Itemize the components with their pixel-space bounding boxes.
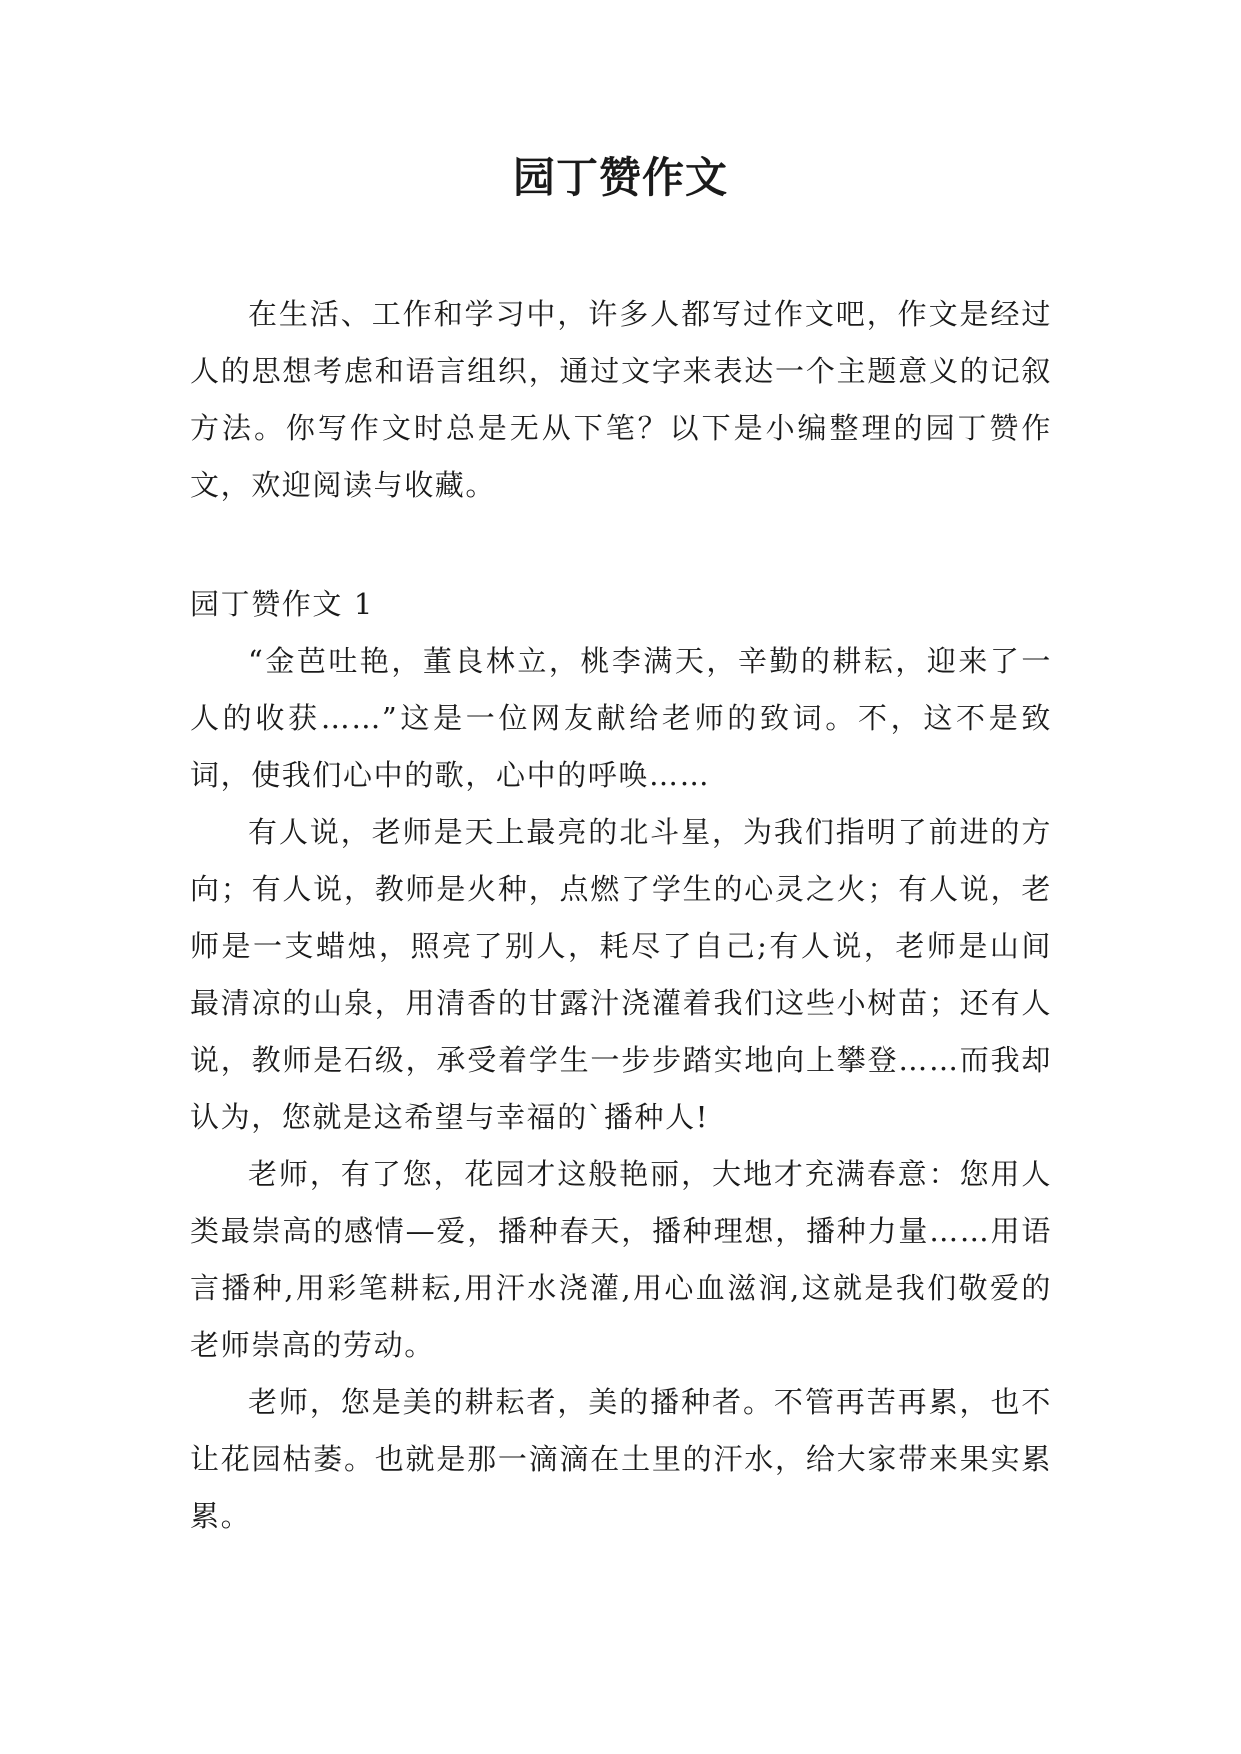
essay-paragraph-4: 老师，您是美的耕耘者，美的播种者。不管再苦再累，也不让花园枯萎。也就是那一滴滴在土里的汗水，给大家带来果实累累。 <box>190 1385 1052 1533</box>
essay-paragraph-3: 老师，有了您，花园才这般艳丽，大地才充满春意：您用人类最崇高的感情—爱，播种春天，播种理想，播种力量……用语言播种,用彩笔耕耘,用汗水浇灌,用心血滋润,这就是我们敬爱的老师崇高的劳动。 <box>190 1157 1052 1362</box>
essay-paragraph-2: 有人说，老师是天上最亮的北斗星，为我们指明了前进的方向；有人说，教师是火种，点燃了学生的心灵之火；有人说，老师是一支蜡烛，照亮了别人，耗尽了自己;有人说，老师是山间最清凉的山泉，用清香的甘露汁浇灌着我们这些小树苗；还有人说，教师是石级，承受着学生一步步踏实地向上攀登……而我却认为，您就是这希望与幸福的`播种人! <box>190 815 1052 1134</box>
essay-paragraph-1: “金芭吐艳，董良林立，桃李满天，辛勤的耕耘，迎来了一人的收获……”这是一位网友献给老师的致词。不，这不是致词，使我们心中的歌，心中的呼唤…… <box>190 644 1052 792</box>
section-heading: 园丁赞作文 1 <box>190 587 374 621</box>
document-title: 园丁赞作文 <box>512 153 728 202</box>
intro-paragraph: 在生活、工作和学习中，许多人都写过作文吧，作文是经过人的思想考虑和语言组织，通过文字来表达一个主题意义的记叙方法。你写作文时总是无从下笔？以下是小编整理的园丁赞作文，欢迎阅读与收藏。 <box>190 297 1052 502</box>
essay-section-1 <box>190 576 1052 1545</box>
